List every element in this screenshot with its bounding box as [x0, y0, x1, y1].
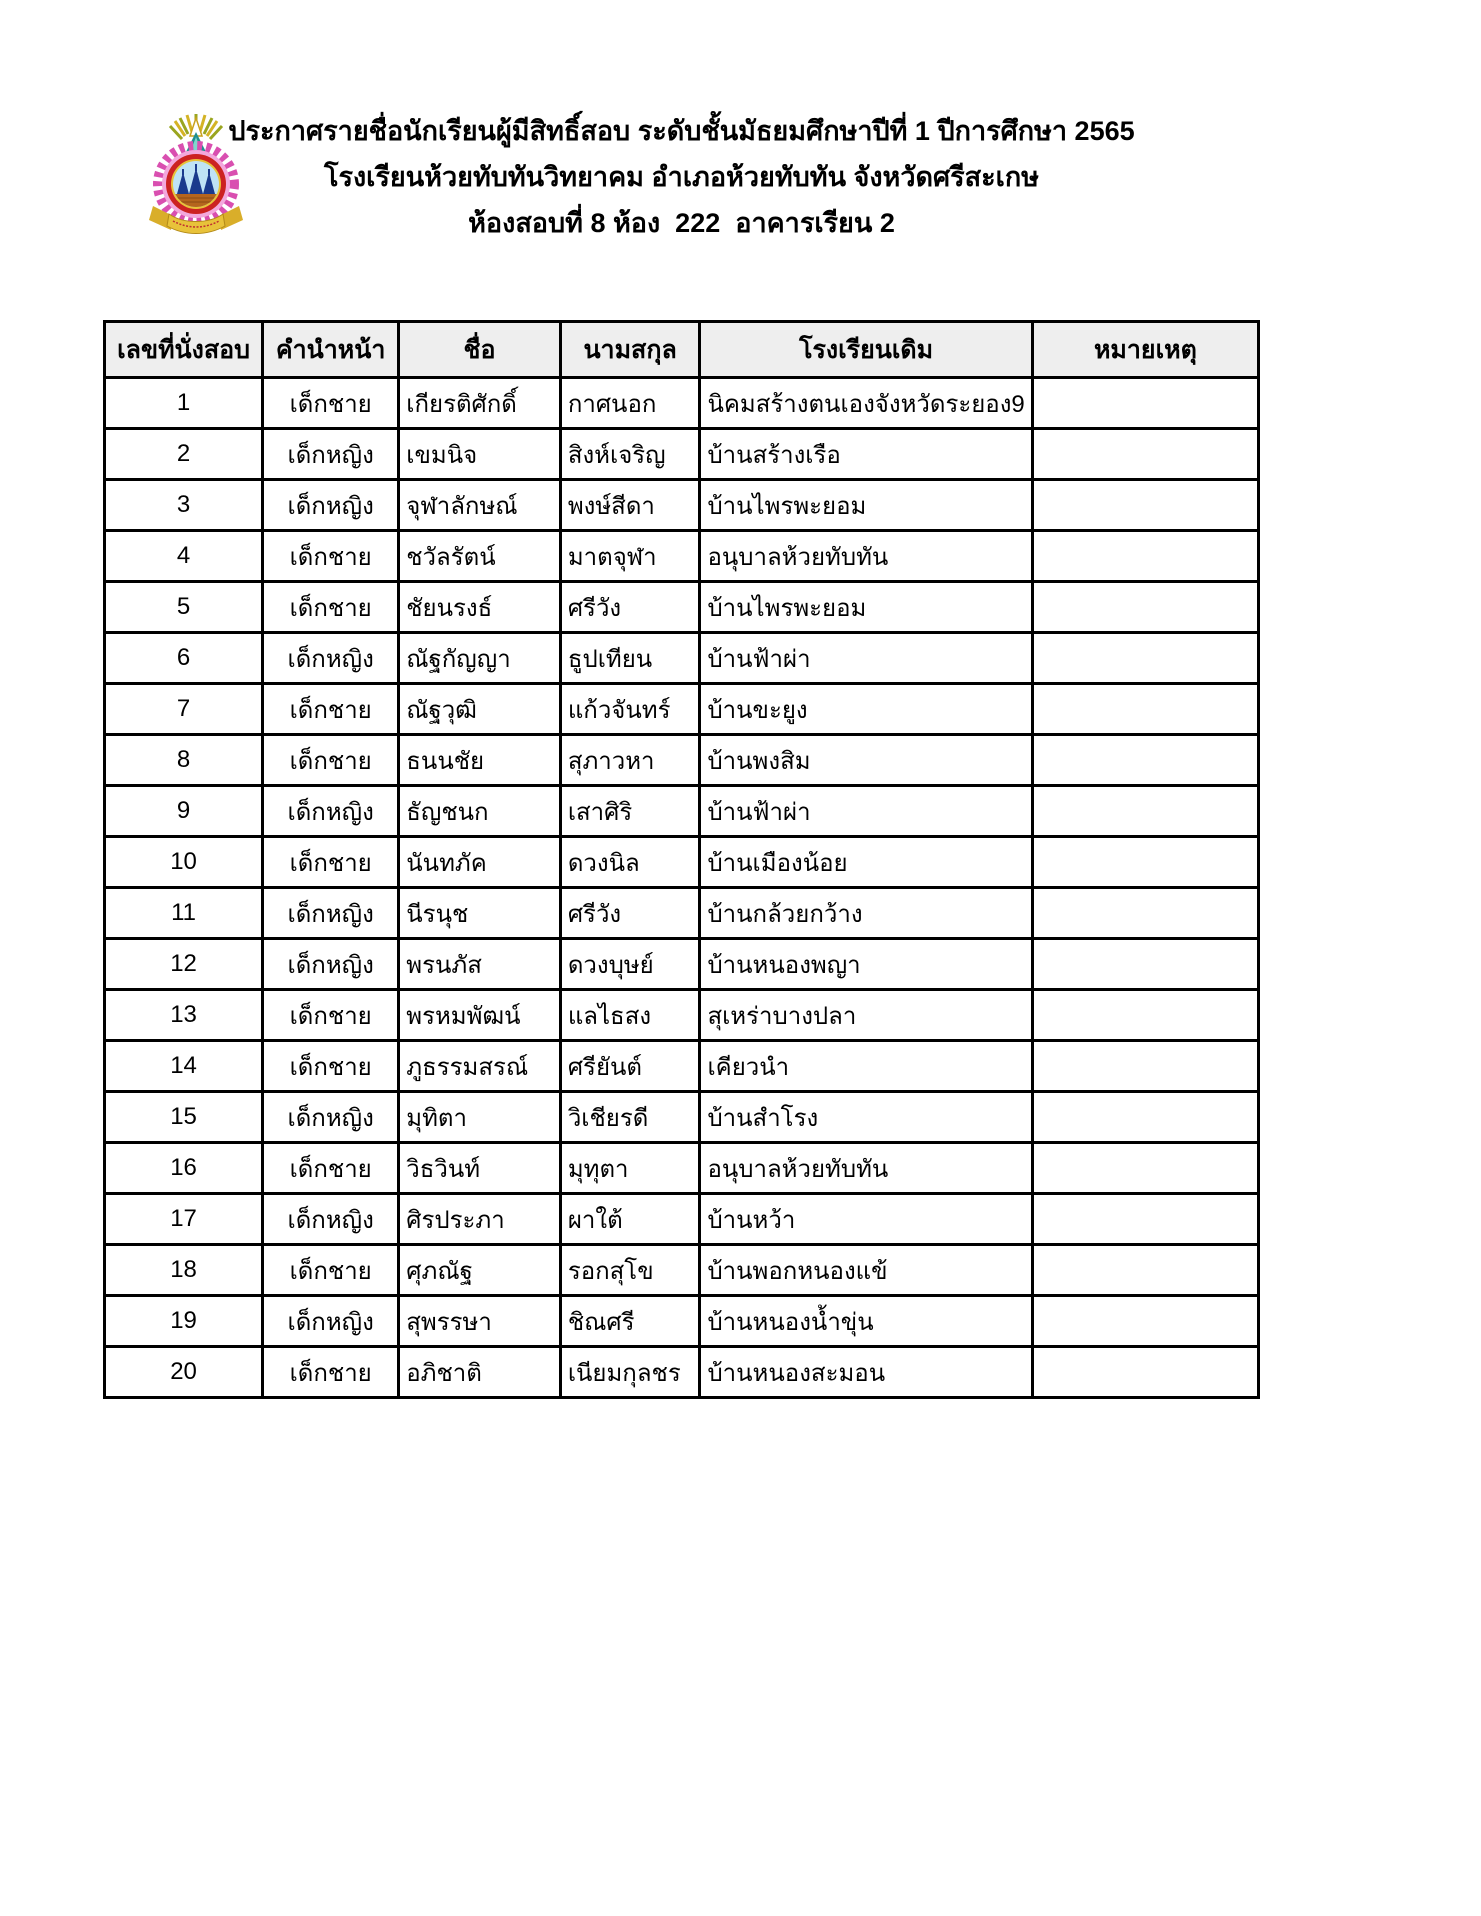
former-school-cell: บ้านหว้า [700, 1194, 1032, 1245]
former-school-cell: อนุบาลห้วยทับทัน [700, 531, 1032, 582]
seat-cell: 13 [105, 990, 263, 1041]
note-cell [1032, 1245, 1258, 1296]
seat-cell: 4 [105, 531, 263, 582]
note-cell [1032, 1041, 1258, 1092]
note-cell [1032, 888, 1258, 939]
table-header-row [105, 322, 1259, 378]
prefix-cell: เด็กหญิง [263, 1092, 399, 1143]
last-name-header: นามสกุล [560, 322, 700, 378]
table-row [105, 378, 1259, 429]
table-body [105, 378, 1259, 1398]
former-school-cell: บ้านหนองพญา [700, 939, 1032, 990]
table-row [105, 480, 1259, 531]
seat-cell: 1 [105, 378, 263, 429]
first-name-cell: ธนนชัย [399, 735, 561, 786]
prefix-cell: เด็กหญิง [263, 1296, 399, 1347]
last-name-cell: สุภาวหา [560, 735, 700, 786]
former-school-cell: นิคมสร้างตนเองจังหวัดระยอง9 [700, 378, 1032, 429]
first-name-cell: ณัฐวุฒิ [399, 684, 561, 735]
first-name-cell: ภูธรรมสรณ์ [399, 1041, 561, 1092]
note-cell [1032, 633, 1258, 684]
first-name-cell: เขมนิจ [399, 429, 561, 480]
first-name-cell: ศิรประภา [399, 1194, 561, 1245]
note-cell [1032, 378, 1258, 429]
title-line-1: ประกาศรายชื่อนักเรียนผู้มีสิทธิ์สอบ ระดับชั้นมัธยมศึกษาปีที่ 1 ปีการศึกษา 2565 [228, 116, 1135, 146]
first-name-cell: จุฬาลักษณ์ [399, 480, 561, 531]
table-row [105, 786, 1259, 837]
last-name-cell: ผาใต้ [560, 1194, 700, 1245]
seat-header: เลขที่นั่งสอบ [105, 322, 263, 378]
prefix-cell: เด็กหญิง [263, 888, 399, 939]
former-school-cell: บ้านไพรพะยอม [700, 582, 1032, 633]
note-cell [1032, 480, 1258, 531]
table-row [105, 1041, 1259, 1092]
last-name-cell: กาศนอก [560, 378, 700, 429]
former-school-cell: บ้านฟ้าผ่า [700, 633, 1032, 684]
note-header: หมายเหตุ [1032, 322, 1258, 378]
table-row [105, 684, 1259, 735]
seat-cell: 18 [105, 1245, 263, 1296]
seat-cell: 3 [105, 480, 263, 531]
school-emblem-logo [133, 110, 259, 240]
first-name-cell: อภิชาติ [399, 1347, 561, 1398]
last-name-cell: แลไธสง [560, 990, 700, 1041]
document-header [103, 108, 1260, 246]
former-school-cell: บ้านสำโรง [700, 1092, 1032, 1143]
prefix-cell: เด็กชาย [263, 1245, 399, 1296]
table-row [105, 1245, 1259, 1296]
first-name-cell: นันทภัค [399, 837, 561, 888]
seat-cell: 5 [105, 582, 263, 633]
prefix-header: คำนำหน้า [263, 322, 399, 378]
first-name-header: ชื่อ [399, 322, 561, 378]
note-cell [1032, 429, 1258, 480]
note-cell [1032, 837, 1258, 888]
note-cell [1032, 1347, 1258, 1398]
seat-cell: 16 [105, 1143, 263, 1194]
seat-cell: 12 [105, 939, 263, 990]
former-school-cell: บ้านฟ้าผ่า [700, 786, 1032, 837]
table-row [105, 1092, 1259, 1143]
seat-cell: 20 [105, 1347, 263, 1398]
note-cell [1032, 1143, 1258, 1194]
former-school-cell: บ้านขะยูง [700, 684, 1032, 735]
seat-cell: 19 [105, 1296, 263, 1347]
last-name-cell: ดวงบุษย์ [560, 939, 700, 990]
note-cell [1032, 582, 1258, 633]
prefix-cell: เด็กชาย [263, 735, 399, 786]
first-name-cell: วิธวินท์ [399, 1143, 561, 1194]
table-row [105, 990, 1259, 1041]
last-name-cell: รอกสุโข [560, 1245, 700, 1296]
prefix-cell: เด็กชาย [263, 582, 399, 633]
table-row [105, 1143, 1259, 1194]
last-name-cell: ศรีวัง [560, 888, 700, 939]
note-cell [1032, 1092, 1258, 1143]
last-name-cell: วิเชียรดี [560, 1092, 700, 1143]
prefix-cell: เด็กชาย [263, 378, 399, 429]
table-row [105, 939, 1259, 990]
seat-cell: 6 [105, 633, 263, 684]
seat-cell: 10 [105, 837, 263, 888]
last-name-cell: แก้วจันทร์ [560, 684, 700, 735]
seat-cell: 11 [105, 888, 263, 939]
table-row [105, 735, 1259, 786]
seat-cell: 9 [105, 786, 263, 837]
prefix-cell: เด็กชาย [263, 1347, 399, 1398]
former-school-cell: บ้านหนองสะมอน [700, 1347, 1032, 1398]
table-row [105, 837, 1259, 888]
first-name-cell: สุพรรษา [399, 1296, 561, 1347]
last-name-cell: เสาศิริ [560, 786, 700, 837]
seat-cell: 7 [105, 684, 263, 735]
table-row [105, 429, 1259, 480]
note-cell [1032, 531, 1258, 582]
first-name-cell: นีรนุช [399, 888, 561, 939]
prefix-cell: เด็กชาย [263, 990, 399, 1041]
prefix-cell: เด็กชาย [263, 1041, 399, 1092]
note-cell [1032, 684, 1258, 735]
last-name-cell: ศรียันต์ [560, 1041, 700, 1092]
last-name-cell: มาตจุฬา [560, 531, 700, 582]
last-name-cell: มุทุตา [560, 1143, 700, 1194]
former-school-header: โรงเรียนเดิม [700, 322, 1032, 378]
table-row [105, 888, 1259, 939]
prefix-cell: เด็กชาย [263, 684, 399, 735]
last-name-cell: เนียมกุลชร [560, 1347, 700, 1398]
title-line-3: ห้องสอบที่ 8 ห้อง 222 อาคารเรียน 2 [468, 208, 895, 238]
table-row [105, 1296, 1259, 1347]
table-row [105, 582, 1259, 633]
former-school-cell: อนุบาลห้วยทับทัน [700, 1143, 1032, 1194]
seat-cell: 2 [105, 429, 263, 480]
first-name-cell: ธัญชนก [399, 786, 561, 837]
seat-cell: 8 [105, 735, 263, 786]
former-school-cell: สุเหร่าบางปลา [700, 990, 1032, 1041]
former-school-cell: บ้านพอกหนองแข้ [700, 1245, 1032, 1296]
last-name-cell: สิงห์เจริญ [560, 429, 700, 480]
note-cell [1032, 786, 1258, 837]
former-school-cell: บ้านไพรพะยอม [700, 480, 1032, 531]
prefix-cell: เด็กหญิง [263, 939, 399, 990]
last-name-cell: ธูปเทียน [560, 633, 700, 684]
note-cell [1032, 735, 1258, 786]
title-line-2: โรงเรียนห้วยทับทันวิทยาคม อำเภอห้วยทับทัน จังหวัดศรีสะเกษ [323, 162, 1040, 192]
prefix-cell: เด็กหญิง [263, 429, 399, 480]
former-school-cell: บ้านกล้วยกว้าง [700, 888, 1032, 939]
prefix-cell: เด็กหญิง [263, 480, 399, 531]
table-row [105, 633, 1259, 684]
last-name-cell: ชิณศรี [560, 1296, 700, 1347]
note-cell [1032, 1194, 1258, 1245]
first-name-cell: พรหมพัฒน์ [399, 990, 561, 1041]
table-row [105, 1194, 1259, 1245]
prefix-cell: เด็กหญิง [263, 633, 399, 684]
former-school-cell: บ้านหนองน้ำขุ่น [700, 1296, 1032, 1347]
former-school-cell: เคียวนำ [700, 1041, 1032, 1092]
first-name-cell: ศุภณัฐ [399, 1245, 561, 1296]
last-name-cell: ดวงนิล [560, 837, 700, 888]
note-cell [1032, 1296, 1258, 1347]
seat-cell: 17 [105, 1194, 263, 1245]
first-name-cell: มุทิตา [399, 1092, 561, 1143]
note-cell [1032, 939, 1258, 990]
former-school-cell: บ้านสร้างเรือ [700, 429, 1032, 480]
seat-cell: 15 [105, 1092, 263, 1143]
prefix-cell: เด็กหญิง [263, 1194, 399, 1245]
first-name-cell: ณัฐกัญญา [399, 633, 561, 684]
first-name-cell: ชวัลรัตน์ [399, 531, 561, 582]
table-row [105, 1347, 1259, 1398]
prefix-cell: เด็กชาย [263, 837, 399, 888]
prefix-cell: เด็กชาย [263, 531, 399, 582]
last-name-cell: ศรีวัง [560, 582, 700, 633]
first-name-cell: ชัยนรงธ์ [399, 582, 561, 633]
seat-cell: 14 [105, 1041, 263, 1092]
first-name-cell: พรนภัส [399, 939, 561, 990]
last-name-cell: พงษ์สีดา [560, 480, 700, 531]
prefix-cell: เด็กชาย [263, 1143, 399, 1194]
former-school-cell: บ้านพงสิม [700, 735, 1032, 786]
student-roster-table [103, 320, 1260, 1399]
first-name-cell: เกียรติศักดิ์ [399, 378, 561, 429]
table-row [105, 531, 1259, 582]
note-cell [1032, 990, 1258, 1041]
former-school-cell: บ้านเมืองน้อย [700, 837, 1032, 888]
prefix-cell: เด็กหญิง [263, 786, 399, 837]
